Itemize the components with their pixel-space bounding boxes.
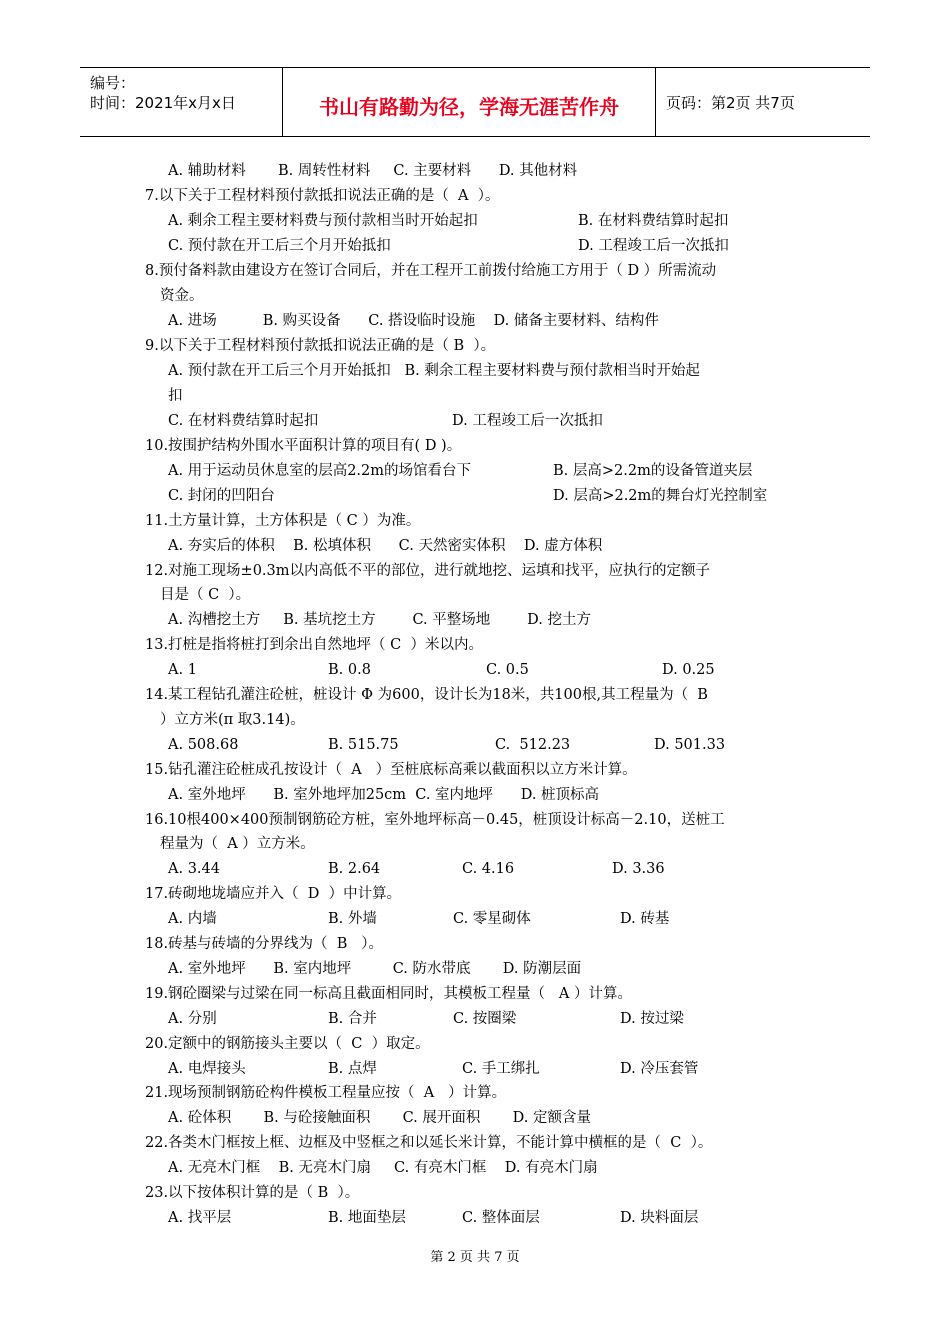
question-text: 15.钻孔灌注砼桩成孔按设计（ A ）至桩底标高乘以截面积以立方米计算。 xyxy=(145,762,637,778)
option-text: B. 地面垫层 xyxy=(328,1210,406,1226)
option-text: D. 砖基 xyxy=(620,911,670,927)
option-text: C. 手工绑扎 xyxy=(462,1061,540,1077)
option-text: A. 砼体积 B. 与砼接触面积 C. 展开面积 D. 定额含量 xyxy=(168,1110,591,1126)
option-text: B. 点焊 xyxy=(328,1061,377,1077)
header-middle-cell xyxy=(283,68,656,136)
question-text: 13.打桩是指将桩打到余出自然地坪（ C ）米以内。 xyxy=(145,637,483,653)
option-text: D. 冷压套管 xyxy=(620,1061,699,1077)
page-header xyxy=(80,67,870,137)
option-text: D. 工程竣工后一次抵扣 xyxy=(578,238,729,254)
question-text: 9.以下关于工程材料预付款抵扣说法正确的是（ B ）。 xyxy=(145,338,496,354)
header-page-number: 页码：第2页 共7页 xyxy=(666,94,795,112)
option-text: D. 工程竣工后一次抵扣 xyxy=(452,413,603,429)
option-text: A. 电焊接头 xyxy=(168,1061,246,1077)
option-text: C. 封闭的凹阳台 xyxy=(168,488,275,504)
option-text: D. 按过梁 xyxy=(620,1011,684,1027)
option-text: A. 用于运动员休息室的层高2.2m的场馆看台下 xyxy=(168,463,471,479)
option-text: A. 夯实后的体积 B. 松填体积 C. 天然密实体积 D. 虚方体积 xyxy=(168,538,603,554)
option-text: B. 合并 xyxy=(328,1011,377,1027)
question-text: 程量为（ A ）立方米。 xyxy=(160,836,315,852)
option-text: A. 剩余工程主要材料费与预付款相当时开始起扣 xyxy=(168,213,478,229)
header-right-cell xyxy=(656,68,870,136)
question-text: 7.以下关于工程材料预付款抵扣说法正确的是（ A ）。 xyxy=(145,188,500,204)
option-text: B. 外墙 xyxy=(328,911,377,927)
question-text: 12.对施工现场±0.3m以内高低不平的部位，进行就地挖、运填和找平，应执行的定额子 xyxy=(145,563,711,579)
option-text: A. 进场 B. 购买设备 C. 搭设临时设施 D. 储备主要材料、结构件 xyxy=(168,313,659,329)
option-text: A. 1 xyxy=(168,662,197,678)
option-text: 扣 xyxy=(168,388,183,404)
question-text: 14.某工程钻孔灌注砼桩，桩设计 Φ 为600，设计长为18米，共100根,其工程量为（ B xyxy=(145,687,708,703)
question-text: 21.现场预制钢筋砼构件模板工程量应按（ A ）计算。 xyxy=(145,1085,507,1101)
question-text: 10.按围护结构外围水平面积计算的项目有( D )。 xyxy=(145,438,462,454)
option-text: C. 整体面层 xyxy=(462,1210,540,1226)
option-text: D. 3.36 xyxy=(612,861,665,877)
question-text: 16.10根400×400预制钢筋砼方桩，室外地坪标高－0.45，桩顶设计标高－2.10，送桩工 xyxy=(145,812,725,828)
question-text: 资金。 xyxy=(160,288,204,304)
document-date-label: 时间：2021年x月x日 xyxy=(90,94,236,112)
option-text: C. 在材料费结算时起扣 xyxy=(168,413,319,429)
option-text: A. 508.68 xyxy=(168,737,239,753)
text-line: A. 辅助材料 B. 周转性材料 C. 主要材料 D. 其他材料 xyxy=(168,163,578,179)
option-text: B. 515.75 xyxy=(328,737,399,753)
option-text: C. 按圈梁 xyxy=(453,1011,517,1027)
option-text: A. 内墙 xyxy=(168,911,217,927)
document-number-label: 编号： xyxy=(90,74,136,92)
header-left-cell xyxy=(80,68,283,136)
option-text: D. 0.25 xyxy=(662,662,715,678)
option-text: A. 沟槽挖土方 B. 基坑挖土方 C. 平整场地 D. 挖土方 xyxy=(168,612,591,628)
option-text: D. 层高>2.2m的舞台灯光控制室 xyxy=(553,488,768,504)
question-text: 19.钢砼圈梁与过梁在同一标高且截面相同时，其模板工程量（ A ）计算。 xyxy=(145,986,632,1002)
option-text: A. 分别 xyxy=(168,1011,217,1027)
question-text: 11.土方量计算，土方体积是（ C ）为准。 xyxy=(145,513,421,529)
question-text: 17.砖砌地垅墙应并入（ D ）中计算。 xyxy=(145,886,402,902)
question-text: ）立方米(π 取3.14)。 xyxy=(160,712,305,728)
option-text: B. 在材料费结算时起扣 xyxy=(578,213,729,229)
page-footer: 第 2 页 共 7 页 xyxy=(430,1250,520,1265)
option-text: A. 无亮木门框 B. 无亮木门扇 C. 有亮木门框 D. 有亮木门扇 xyxy=(168,1160,598,1176)
option-text: D. 501.33 xyxy=(654,737,726,753)
option-text: A. 室外地坪 B. 室外地坪加25cm C. 室内地坪 D. 桩顶标高 xyxy=(168,787,600,803)
option-text: C. 0.5 xyxy=(486,662,529,678)
header-motto: 书山有路勤为径，学海无涯苦作舟 xyxy=(319,95,619,119)
option-text: A. 预付款在开工后三个月开始抵扣 B. 剩余工程主要材料费与预付款相当时开始起 xyxy=(168,363,700,379)
question-text: 目是（ C ）。 xyxy=(160,587,251,603)
question-text: 18.砖基与砖墙的分界线为（ B ）。 xyxy=(145,936,384,952)
question-text: 22.各类木门框按上框、边框及中竖框之和以延长米计算，不能计算中横框的是（ C ）。 xyxy=(145,1135,713,1151)
option-text: C. 512.23 xyxy=(495,737,571,753)
option-text: C. 预付款在开工后三个月开始抵扣 xyxy=(168,238,391,254)
option-text: A. 室外地坪 B. 室内地坪 C. 防水带底 D. 防潮层面 xyxy=(168,961,582,977)
option-text: C. 零星砌体 xyxy=(453,911,531,927)
option-text: B. 0.8 xyxy=(328,662,371,678)
option-text: C. 4.16 xyxy=(462,861,515,877)
question-text: 20.定额中的钢筋接头主要以（ C ）取定。 xyxy=(145,1036,430,1052)
option-text: A. 找平层 xyxy=(168,1210,232,1226)
option-text: A. 3.44 xyxy=(168,861,220,877)
option-text: B. 层高>2.2m的设备管道夹层 xyxy=(553,463,753,479)
question-text: 8.预付备料款由建设方在签订合同后，并在工程开工前拨付给施工方用于（ D ）所需流动 xyxy=(145,263,717,279)
question-text: 23.以下按体积计算的是（ B ）。 xyxy=(145,1185,360,1201)
option-text: D. 块料面层 xyxy=(620,1210,699,1226)
option-text: B. 2.64 xyxy=(328,861,381,877)
